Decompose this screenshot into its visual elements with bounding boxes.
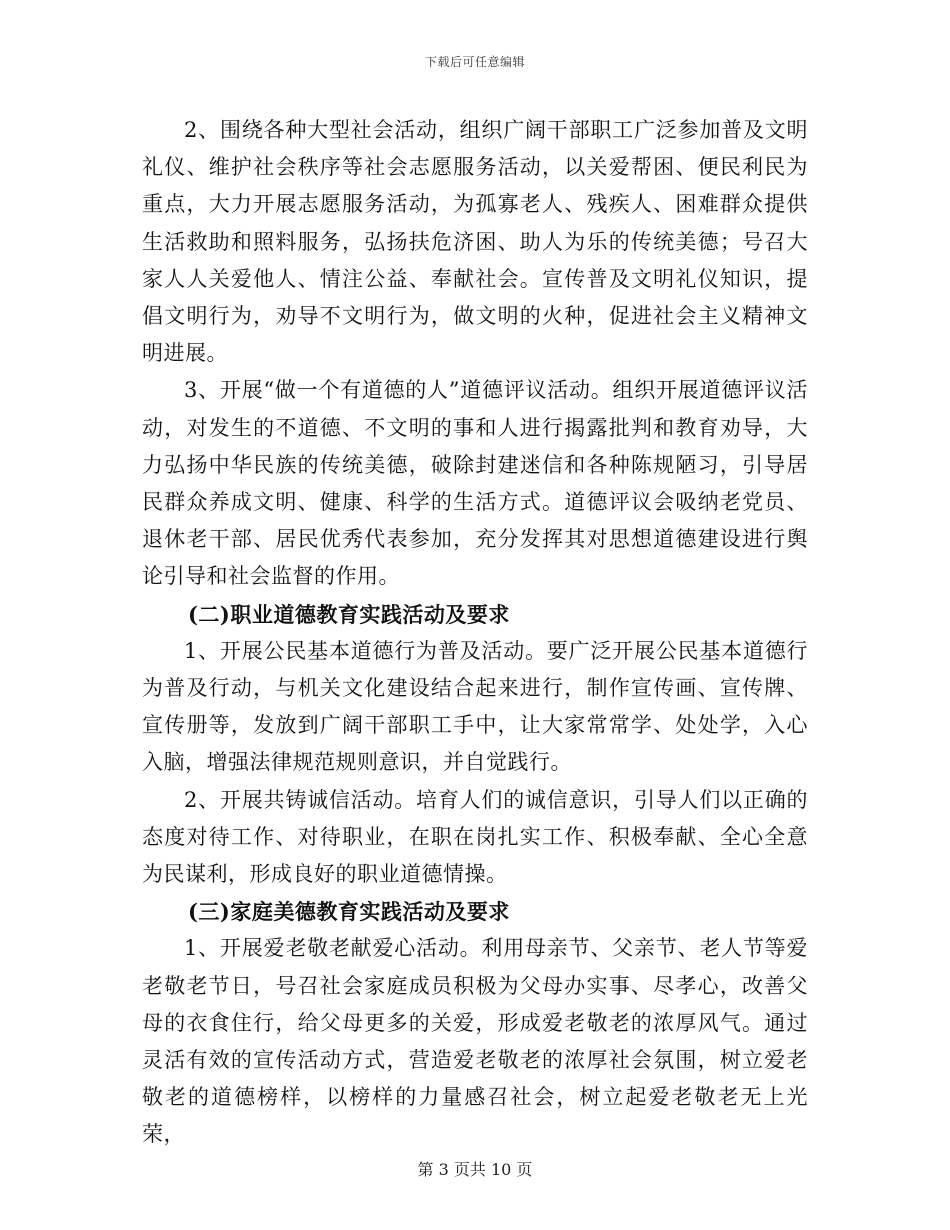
paragraph-respect-elders: 1、开展爱老敬老献爱心活动。利用母亲节、父亲节、老人节等爱老敬老节日，号召社会家庭成员积极为父母办实事、尽孝心，改善父母的衣食住行，给父母更多的关爱，形成爱老敬老的浓厚风气。通过灵活有效的宣传活动方式，营造爱老敬老的浓厚社会氛围，树立爱老敬老的道德榜样，以榜样的力量感召社会，树立起爱老敬老无上光荣，	[142, 936, 808, 1147]
page-number: 第 3 页共 10 页	[417, 1160, 533, 1179]
document-body	[142, 112, 808, 1154]
paragraph-basic-morality: 1、开展公民基本道德行为普及活动。要广泛开展公民基本道德行为普及行动，与机关文化建设结合起来进行，制作宣传画、宣传牌、宣传册等，发放到广阔干部职工手中，让大家常常学、处处学，入心入脑，增强法律规范规则意识，并自觉践行。	[142, 638, 808, 775]
paragraph-integrity: 2、开展共铸诚信活动。培育人们的诚信意识，引导人们以正确的态度对待工作、对待职业，在职在岗扎实工作、积极奉献、全心全意为民谋利，形成良好的职业道德情操。	[142, 787, 808, 887]
section-heading-family-virtue: (三)家庭美德教育实践活动及要求	[188, 899, 510, 925]
page-header: 下载后可任意编辑	[424, 55, 525, 69]
paragraph-volunteer-service: 2、围绕各种大型社会活动，组织广阔干部职工广泛参加普及文明礼仪、维护社会秩序等社会志愿服务活动，以关爱帮困、便民利民为重点，大力开展志愿服务活动，为孤寡老人、残疾人、困难群众提供生活救助和照料服务，弘扬扶危济困、助人为乐的传统美德；号召大家人人关爱他人、情注公益、奉献社会。宣传普及文明礼仪知识，提倡文明行为，劝导不文明行为，做文明的火种，促进社会主义精神文明进展。	[142, 118, 808, 366]
section-heading-professional-ethics: (二)职业道德教育实践活动及要求	[188, 601, 510, 627]
paragraph-moral-evaluation: 3、开展“做一个有道德的人”道德评议活动。组织开展道德评议活动，对发生的不道德、不文明的事和人进行揭露批判和教育劝导，大力弘扬中华民族的传统美德，破除封建迷信和各种陈规陋习，引导居民群众养成文明、健康、科学的生活方式。道德评议会吸纳老党员、退休老干部、居民优秀代表参加，充分发挥其对思想道德建设进行舆论引导和社会监督的作用。	[142, 378, 808, 589]
